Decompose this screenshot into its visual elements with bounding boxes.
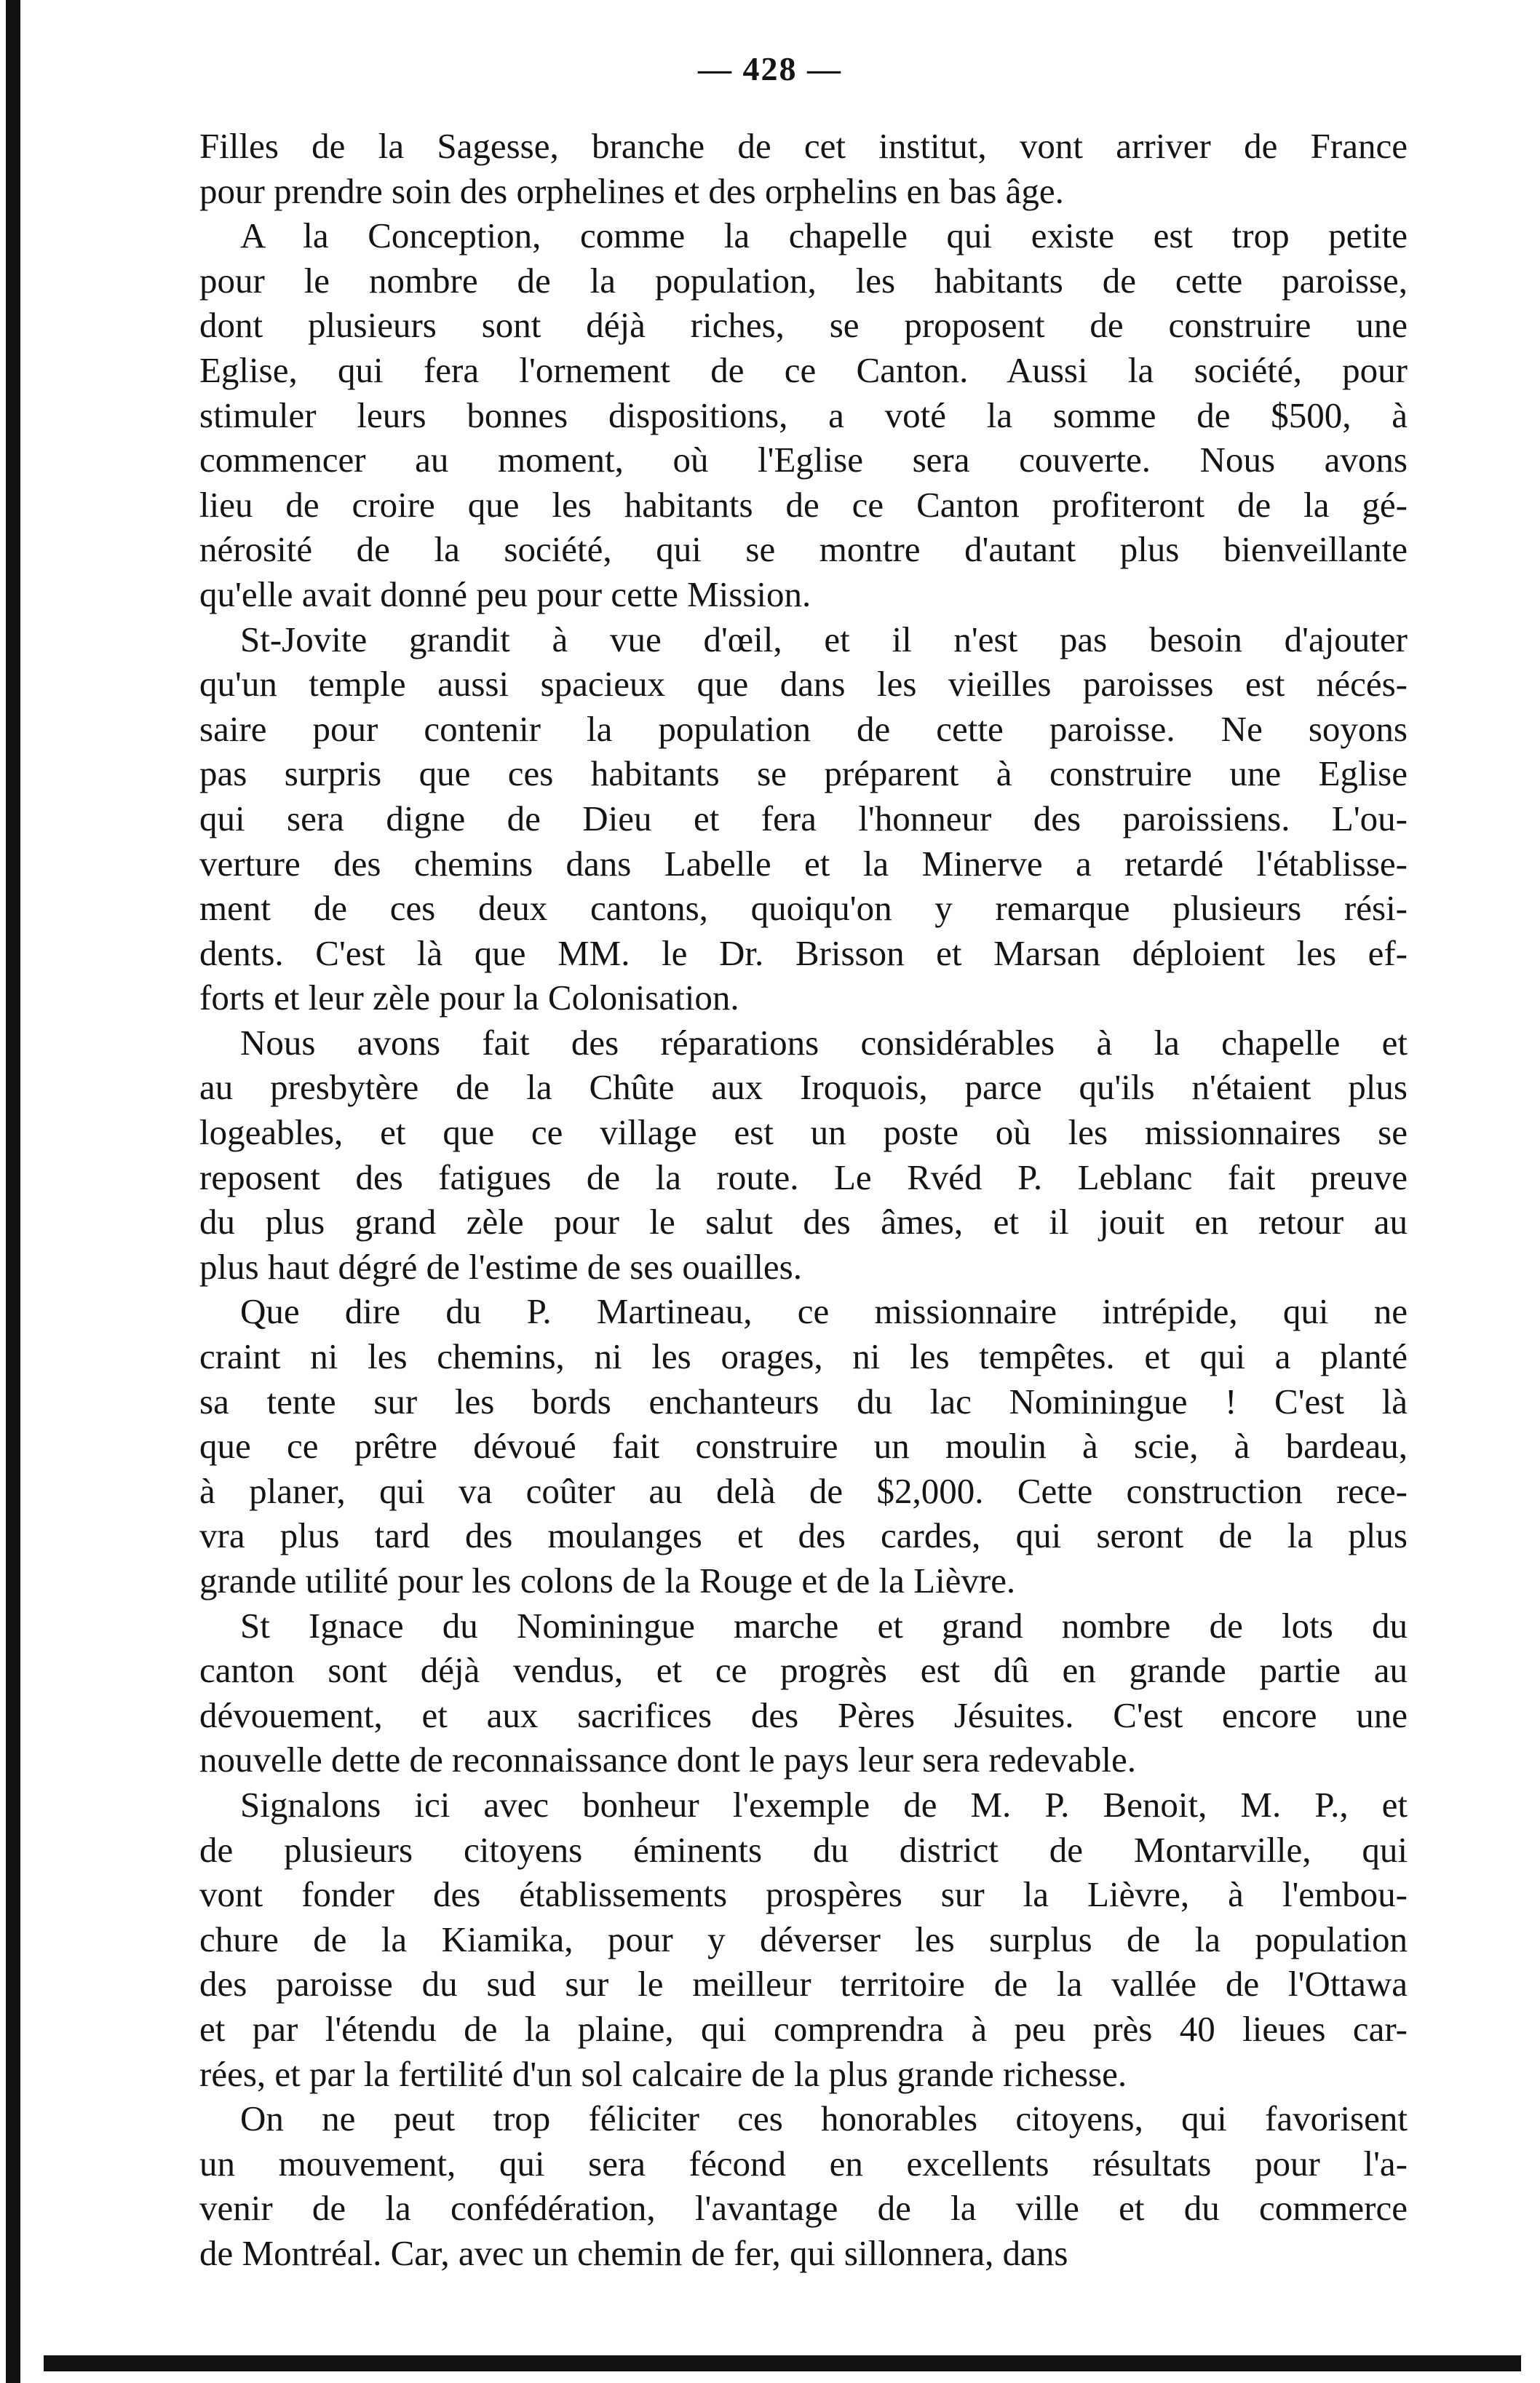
text-line: nérosité de la société, qui se montre d'autant plus bienveillante xyxy=(199,529,1408,570)
text-line: reposent des fatigues de la route. Le Rvéd P. Leblanc fait preuve xyxy=(199,1157,1408,1197)
text-line: vra plus tard des moulanges et des cardes, qui seront de la plus xyxy=(199,1515,1408,1556)
text-line: dents. C'est là que MM. le Dr. Brisson et Marsan déploient les ef- xyxy=(199,932,1408,973)
text-line: pour le nombre de la population, les habitants de cette paroisse, xyxy=(199,260,1408,301)
text-line: sa tente sur les bords enchanteurs du lac Nominingue ! C'est là xyxy=(199,1381,1408,1422)
page-number: — 428 — xyxy=(698,50,842,87)
paragraph-p5 xyxy=(199,1289,1408,1603)
paragraph-p3 xyxy=(199,617,1408,1020)
text-line: commencer au moment, où l'Eglise sera couverte. Nous avons xyxy=(199,440,1408,480)
text-line: un mouvement, qui sera fécond en excellents résultats pour l'a- xyxy=(199,2143,1408,2184)
paragraph-p4 xyxy=(199,1020,1408,1290)
text-line: saire pour contenir la population de cette paroisse. Ne soyons xyxy=(199,708,1408,749)
text-line: de Montréal. Car, avec un chemin de fer, qui sillonnera, dans xyxy=(199,2232,1068,2273)
text-line: plus haut dégré de l'estime de ses ouailles. xyxy=(199,1246,802,1287)
text-line: nouvelle dette de reconnaissance dont le pays leur sera redevable. xyxy=(199,1740,1137,1780)
text-line: St Ignace du Nominingue marche et grand nombre de lots du xyxy=(240,1605,1408,1646)
text-line: forts et leur zèle pour la Colonisation. xyxy=(199,978,739,1018)
text-line: des paroisse du sud sur le meilleur territoire de la vallée de l'Ottawa xyxy=(199,1964,1408,2005)
paragraph-p1 xyxy=(199,124,1408,213)
text-line: Nous avons fait des réparations considérables à la chapelle et xyxy=(240,1022,1408,1063)
paragraph-p7 xyxy=(199,1783,1408,2096)
text-line: dévouement, et aux sacrifices des Pères Jésuites. C'est encore une xyxy=(199,1694,1408,1735)
text-line: Signalons ici avec bonheur l'exemple de M. P. Benoit, M. P., et xyxy=(240,1784,1408,1825)
text-line: qu'un temple aussi spacieux que dans les vieilles paroisses est nécés- xyxy=(199,664,1408,705)
text-line: stimuler leurs bonnes dispositions, a voté la somme de $500, à xyxy=(199,394,1408,435)
text-line: logeables, et que ce village est un poste où les missionnaires se xyxy=(199,1112,1408,1153)
text-line: pour prendre soin des orphelines et des orphelins en bas âge. xyxy=(199,170,1064,211)
text-line: rées, et par la fertilité d'un sol calcaire de la plus grande richesse. xyxy=(199,2053,1127,2094)
left-binding-edge xyxy=(6,0,20,2383)
text-line: St-Jovite grandit à vue d'œil, et il n'est pas besoin d'ajouter xyxy=(240,619,1408,659)
text-line: ment de ces deux cantons, quoiqu'on y remarque plusieurs rési- xyxy=(199,888,1408,929)
bottom-scan-edge xyxy=(44,2355,1521,2371)
text-line: chure de la Kiamika, pour y déverser les surplus de la population xyxy=(199,1919,1408,1959)
text-line: craint ni les chemins, ni les orages, ni les tempêtes. et qui a planté xyxy=(199,1336,1408,1377)
text-line: On ne peut trop féliciter ces honorables citoyens, qui favorisent xyxy=(240,2098,1408,2139)
text-line: A la Conception, comme la chapelle qui existe est trop petite xyxy=(240,215,1408,256)
text-line: au presbytère de la Chûte aux Iroquois, parce qu'ils n'étaient plus xyxy=(199,1067,1408,1108)
text-line: du plus grand zèle pour le salut des âmes, et il jouit en retour au xyxy=(199,1202,1408,1242)
text-line: venir de la confédération, l'avantage de la ville et du commerce xyxy=(199,2188,1408,2229)
text-line: et par l'étendu de la plaine, qui comprendra à peu près 40 lieues car- xyxy=(199,2008,1408,2049)
body-text xyxy=(199,124,1408,2276)
text-line: canton sont déjà vendus, et ce progrès est dû en grande partie au xyxy=(199,1650,1408,1691)
text-line: vont fonder des établissements prospères sur la Lièvre, à l'embou- xyxy=(199,1874,1408,1915)
text-line: verture des chemins dans Labelle et la Minerve a retardé l'établisse- xyxy=(199,843,1408,884)
text-line: Que dire du P. Martineau, ce missionnaire intrépide, qui ne xyxy=(240,1291,1408,1332)
text-line: pas surpris que ces habitants se préparent à construire une Eglise xyxy=(199,753,1408,794)
text-line: Eglise, qui fera l'ornement de ce Canton. Aussi la société, pour xyxy=(199,349,1408,390)
text-line: grande utilité pour les colons de la Rouge et de la Lièvre. xyxy=(199,1561,1016,1601)
text-line: dont plusieurs sont déjà riches, se proposent de construire une xyxy=(199,305,1408,346)
paragraph-p2 xyxy=(199,213,1408,616)
text-line: lieu de croire que les habitants de ce Canton profiteront de la gé- xyxy=(199,484,1408,525)
paragraph-p6 xyxy=(199,1603,1408,1783)
paragraph-p8 xyxy=(199,2096,1408,2275)
text-line: qui sera digne de Dieu et fera l'honneur des paroissiens. L'ou- xyxy=(199,798,1408,838)
text-line: que ce prêtre dévoué fait construire un moulin à scie, à bardeau, xyxy=(199,1426,1408,1467)
text-line: de plusieurs citoyens éminents du district de Montarville, qui xyxy=(199,1829,1408,1870)
text-line: qu'elle avait donné peu pour cette Mission. xyxy=(199,574,811,614)
text-line: à planer, qui va coûter au delà de $2,000. Cette construction rece- xyxy=(199,1470,1408,1511)
text-line: Filles de la Sagesse, branche de cet institut, vont arriver de France xyxy=(199,126,1408,166)
